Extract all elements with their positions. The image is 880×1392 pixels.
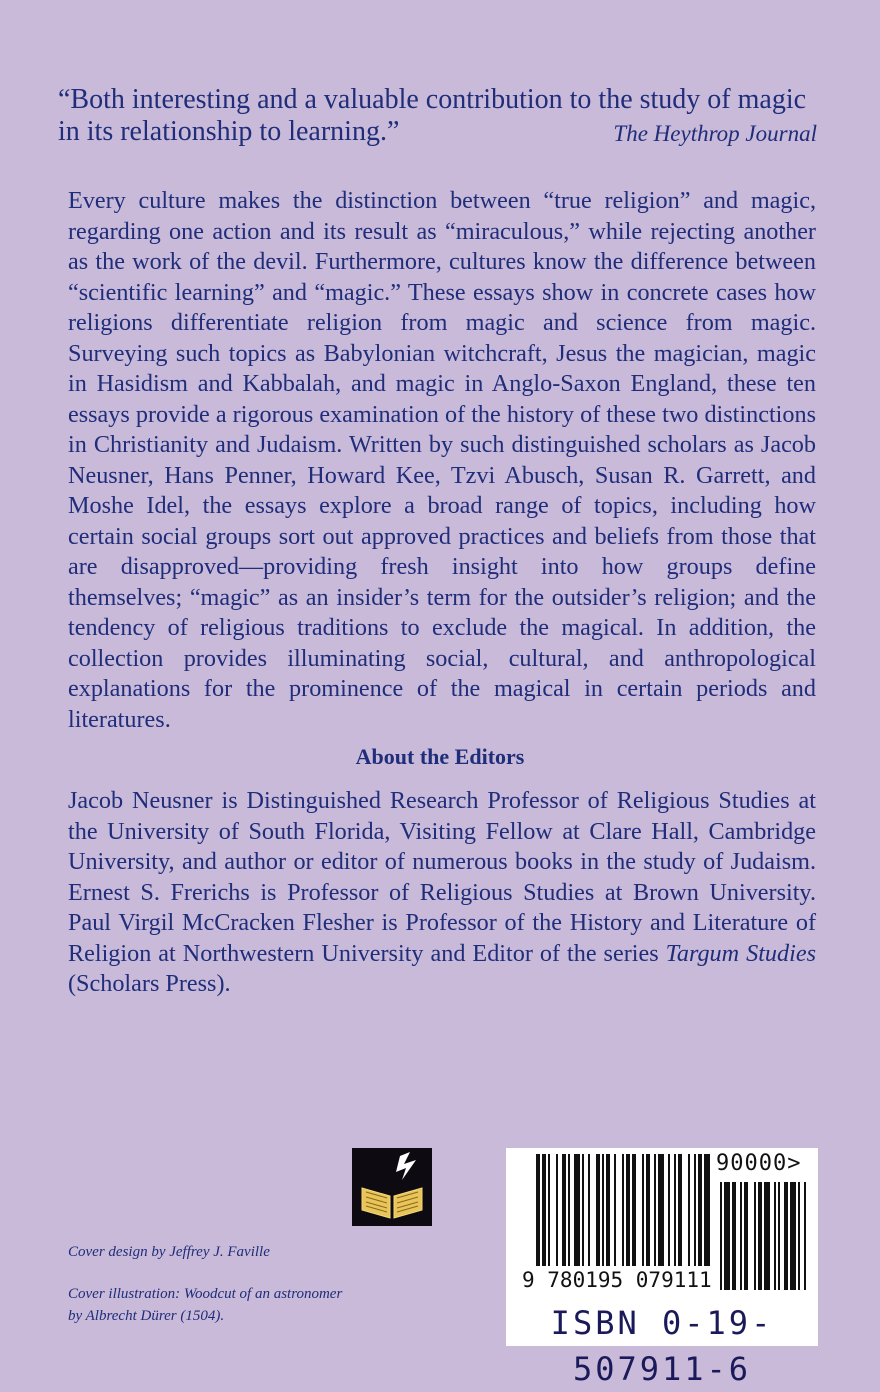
- barcode-bar: [548, 1154, 550, 1266]
- addon-bar: [778, 1182, 780, 1290]
- isbn-number: ISBN 0-19-507911-6: [506, 1300, 818, 1346]
- barcode-bar: [678, 1154, 682, 1266]
- addon-bar: [740, 1182, 742, 1290]
- addon-bar: [804, 1182, 806, 1290]
- barcode-bar: [654, 1154, 656, 1266]
- barcode-bar: [698, 1154, 702, 1266]
- cover-illustration-credit-line2: by Albrecht Dürer (1504).: [68, 1308, 225, 1324]
- addon-bar: [758, 1182, 762, 1290]
- editors-heading: About the Editors: [355, 744, 525, 769]
- barcode-bar: [556, 1154, 558, 1266]
- addon-bar: [754, 1182, 756, 1290]
- barcode-bar: [626, 1154, 630, 1266]
- price-addon: 90000>: [716, 1151, 802, 1176]
- editors-bio-end: (Scholars Press).: [68, 970, 231, 997]
- open-book-lightning-icon: [352, 1148, 432, 1226]
- barcode-bar: [694, 1154, 696, 1266]
- editors-bio-text: Jacob Neusner is Distinguished Research Professor of Religious Studies at the University of South Florida, Visiting Fellow at Clare Hall, Cambridge University, and author or editor of numerous books in the study of Judaism. Ernest S. Frerichs is Professor of Religious Studies at Brown University. Paul Virgil McCracken Flesher is Professor of the History and Literature of Religion at Northwestern University and Editor of the series: [68, 787, 816, 967]
- barcode-bar: [646, 1154, 650, 1266]
- addon-bar: [798, 1182, 800, 1290]
- addon-bar: [724, 1182, 730, 1290]
- addon-bar: [720, 1182, 722, 1290]
- addon-bar: [744, 1182, 748, 1290]
- series-title: Targum Studies: [665, 939, 816, 967]
- barcode-bar: [568, 1154, 570, 1266]
- barcode-bar: [542, 1154, 546, 1266]
- quote-text: “Both interesting and a valuable contribution to the study of magic in its relationship to learning.”: [58, 84, 807, 147]
- barcode-bar: [622, 1154, 624, 1266]
- cover-illustration-credit: Cover illustration: Woodcut of an astronomer: [68, 1286, 343, 1302]
- barcode-bar: [688, 1154, 690, 1266]
- barcode-bar: [704, 1154, 710, 1266]
- addon-bar: [764, 1182, 770, 1290]
- barcode-bar: [606, 1154, 610, 1266]
- barcode-bar: [588, 1154, 590, 1266]
- barcode-bar: [582, 1154, 584, 1266]
- barcode-bar: [596, 1154, 600, 1266]
- cover-design-credit: Cover design by Jeffrey J. Faville: [68, 1244, 270, 1260]
- review-source: The Heythrop Journal: [613, 121, 817, 146]
- barcode-bar: [602, 1154, 604, 1266]
- addon-bar: [774, 1182, 776, 1290]
- barcode-bar: [562, 1154, 566, 1266]
- barcode-bar: [536, 1154, 540, 1266]
- barcode-bar: [642, 1154, 644, 1266]
- barcode-bar: [658, 1154, 664, 1266]
- addon-bar: [784, 1182, 788, 1290]
- barcode-bar: [614, 1154, 616, 1266]
- editors-bio: [68, 786, 816, 1000]
- barcode-bar: [668, 1154, 670, 1266]
- publisher-logo: [352, 1148, 432, 1226]
- ean-number: 9 780195 079111: [522, 1268, 712, 1292]
- barcode-bar: [632, 1154, 636, 1266]
- addon-bar: [732, 1182, 736, 1290]
- barcode-bar: [574, 1154, 580, 1266]
- book-description: Every culture makes the distinction between “true religion” and magic, regarding one action and its result as “miraculous,” while rejecting another as the work of the devil. Furthermore, cultures know the difference between “scientific learning” and “magic.” These essays show in concrete cases how religions differentiate religion from magic and science from magic. Surveying such topics as Babylonian witchcraft, Jesus the magician, magic in Hasidism and Kabbalah, and magic in Anglo-Saxon England, these ten essays provide a rigorous examination of the history of these two distinctions in Christianity and Judaism. Written by such distinguished scholars as Jacob Neusner, Hans Penner, Howard Kee, Tzvi Abusch, Susan R. Garrett, and Moshe Idel, the essays explore a broad range of topics, including how certain social groups sort out approved practices and beliefs from those that are disapproved—providing fresh insight into how groups define themselves; “magic” as an insider’s term for the outsider’s religion; and the tendency of religious traditions to exclude the magical. In addition, the collection provides illuminating social, cultural, and anthropological explanations for the prominence of the magical in certain periods and literatures.: [68, 187, 816, 733]
- addon-bar: [790, 1182, 796, 1290]
- barcode-bar: [674, 1154, 676, 1266]
